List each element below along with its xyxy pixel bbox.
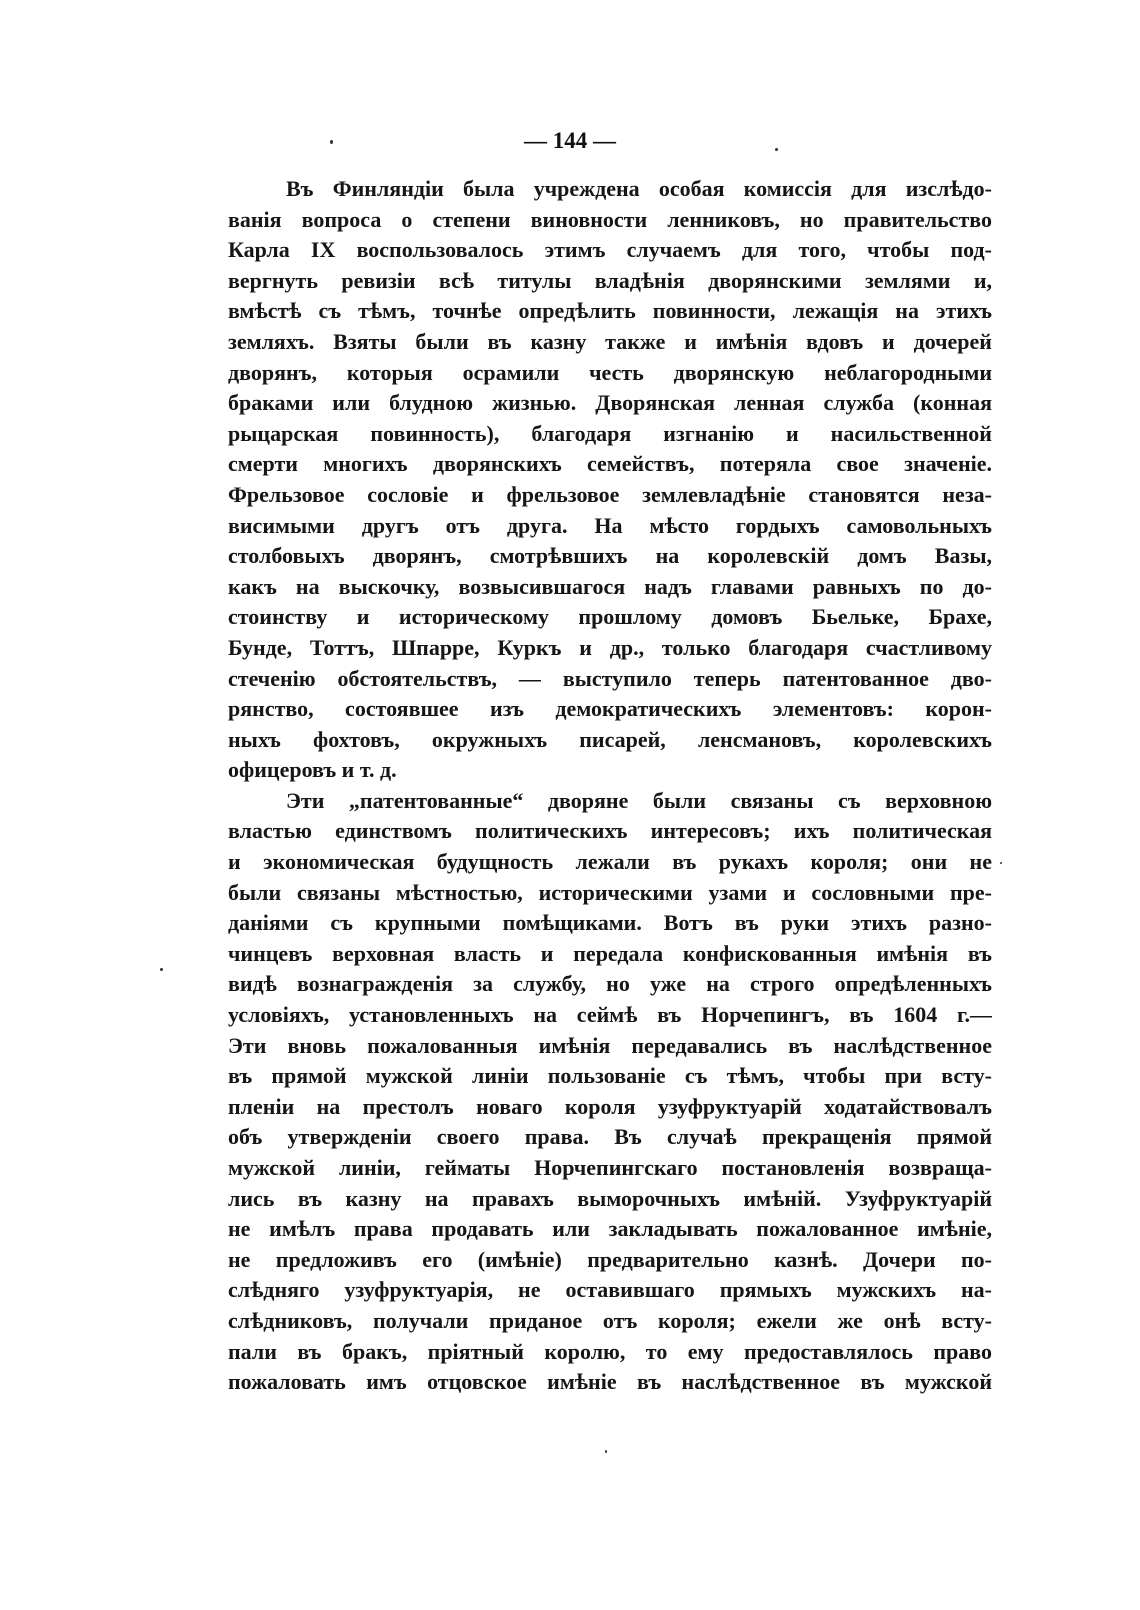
text-line: рыцарская повинность), благодаря изгнанiю и насильственной	[228, 420, 992, 446]
text-line: Эти „патентованные“ дворяне были связаны съ верховною	[286, 787, 992, 813]
body-text	[228, 174, 992, 1398]
text-line: были связаны мѣстностью, историческими узами и сословными пре-	[228, 879, 992, 905]
text-line: Фрельзовое сословiе и фрельзовое землевладѣнiе становятся неза-	[228, 481, 992, 507]
scan-speck	[605, 1450, 607, 1453]
text-line: столбовыхъ дворянъ, смотрѣвшихъ на королевскiй домъ Вазы,	[228, 543, 992, 569]
text-line: ныхъ фохтовъ, окружныхъ писарей, ленсмановъ, королевскихъ	[228, 726, 992, 752]
text-line: Эти вновь пожалованныя имѣнiя передавались въ наслѣдственное	[228, 1032, 992, 1058]
text-line: Бунде, Тоттъ, Шпарре, Куркъ и др., только благодаря счастливому	[228, 634, 992, 660]
text-line: вергнуть ревизiи всѣ титулы владѣнiя дворянскими землями и,	[228, 267, 992, 293]
text-line: чинцевъ верховная власть и передала конфискованныя имѣнiя въ	[228, 940, 992, 966]
text-line: и экономическая будущность лежали въ рукахъ короля; они не	[228, 849, 992, 875]
text-line: смерти многихъ дворянскихъ семействъ, потеряла свое значенiе.	[228, 451, 992, 477]
text-line: дворянъ, которыя осрамили честь дворянскую неблагородными	[228, 359, 992, 385]
scan-speck	[775, 148, 778, 151]
text-line: слѣдниковъ, получали приданое отъ короля; ежели же онѣ всту-	[228, 1307, 992, 1333]
text-line: слѣдняго узуфруктуарiя, не оставившаго прямыхъ мужскихъ на-	[228, 1277, 992, 1303]
text-line: вмѣстѣ съ тѣмъ, точнѣе опредѣлить повинности, лежащiя на этихъ	[228, 298, 992, 324]
text-line: Въ Финляндiи была учреждена особая комиссiя для изслѣдо-	[286, 176, 992, 201]
text-line: браками или блудною жизнью. Дворянская ленная служба (конная	[228, 390, 992, 416]
scan-speck	[330, 140, 333, 144]
page-number: — 144 —	[524, 128, 616, 153]
text-line: висимыми другъ отъ друга. На мѣсто гордыхъ самовольныхъ	[228, 512, 992, 538]
text-line: ванiя вопроса о степени виновности ленниковъ, но правительство	[228, 206, 992, 232]
text-line: стеченiю обстоятельствъ, — выступило теперь патентованное дво-	[228, 665, 992, 691]
text-line: условiяхъ, установленныхъ на сеймѣ въ Норчепингъ, въ 1604 г.—	[228, 1002, 992, 1028]
text-line: объ утвержденiи своего права. Въ случаѣ прекращенiя прямой	[228, 1124, 992, 1150]
text-line: властью единствомъ политическихъ интересовъ; ихъ политическая	[228, 818, 992, 844]
scan-speck	[1000, 862, 1002, 864]
text-line: земляхъ. Взяты были въ казну также и имѣнiя вдовъ и дочерей	[228, 328, 992, 354]
text-line: мужской линiи, гейматы Норчепингскаго постановленiя возвраща-	[228, 1155, 992, 1180]
text-line: какъ на выскочку, возвысившагося надъ главами равныхъ по до-	[228, 573, 992, 599]
text-line: данiями съ крупными помѣщиками. Вотъ въ руки этихъ разно-	[228, 910, 992, 936]
text-line: видѣ вознагражденiя за службу, но уже на строго опредѣленныхъ	[228, 971, 992, 997]
text-line: стоинству и историческому прошлому домовъ Бьельке, Брахе,	[228, 604, 992, 630]
text-line: не имѣлъ права продавать или закладывать пожалованное имѣнiе,	[228, 1216, 992, 1242]
text-line: офицеровъ и т. д.	[228, 757, 397, 783]
text-line: лись въ казну на правахъ выморочныхъ имѣнiй. Узуфруктуарiй	[228, 1185, 992, 1211]
text-line: въ прямой мужской линiи пользованiе съ тѣмъ, чтобы при всту-	[228, 1063, 992, 1089]
text-line: Карла IX воспользовалось этимъ случаемъ для того, чтобы под-	[228, 237, 992, 263]
text-line: пленiи на престолъ новаго короля узуфруктуарiй ходатайствовалъ	[228, 1093, 992, 1119]
text-line: пожаловать имъ отцовское имѣнiе въ наслѣдственное въ мужской	[228, 1369, 992, 1395]
scan-speck	[160, 968, 163, 971]
text-line: пали въ бракъ, прiятный королю, то ему предоставлялось право	[228, 1338, 992, 1364]
text-line: не предложивъ его (имѣнiе) предварительно казнѣ. Дочери по-	[228, 1246, 992, 1272]
text-line: рянство, состоявшее изъ демократическихъ элементовъ: корон-	[228, 696, 992, 722]
